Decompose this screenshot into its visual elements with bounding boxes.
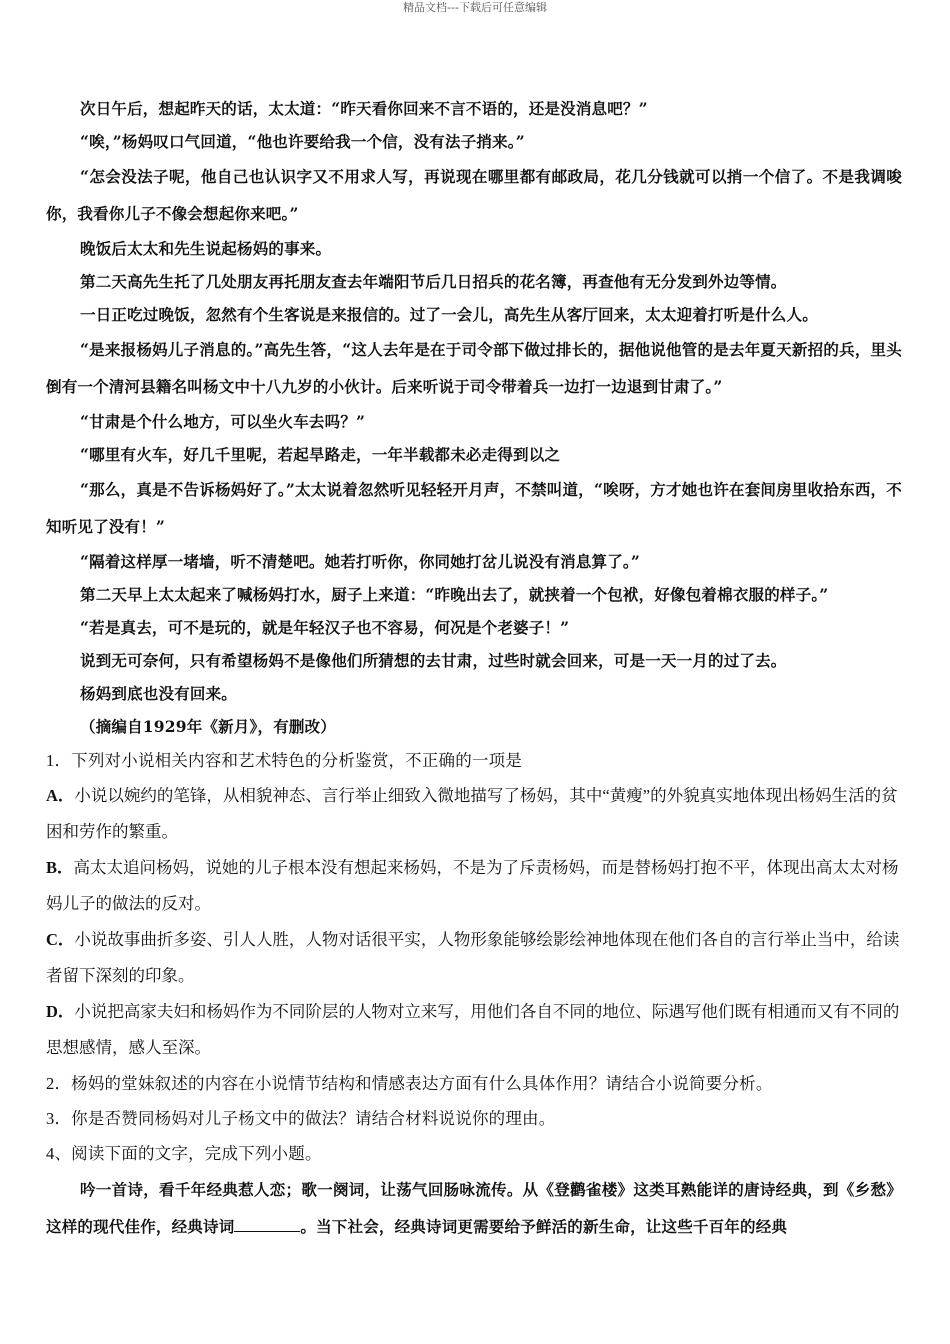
passage-paragraph: 晚饭后太太和先生说起杨妈的事来。	[80, 239, 332, 258]
page-header: 精品文档---下载后可任意编辑	[403, 1, 547, 14]
passage-paragraph: 说到无可奈何，只有希望杨妈不是像他们所猜想的去甘肃，过些时就会回来，可是一天一月的过了去。	[80, 651, 787, 670]
passage-paragraph: “怎会没法子呢，他自己也认识字又不用求人写，再说现在哪里都有邮政局，花几分钱就可以捎一个信了。不是我调唆你，我看你儿子不像会想起你来吧。”	[46, 167, 902, 223]
option-label: A．	[46, 786, 75, 805]
passage-paragraph: “甘肃是个什么地方，可以坐火车去吗？”	[80, 412, 366, 431]
option-label: D．	[46, 1002, 75, 1021]
question-4-passage	[46, 1171, 902, 1245]
fill-in-blank[interactable]	[234, 1217, 300, 1232]
question-2: 2．杨妈的堂妹叙述的内容在小说情节结构和情感表达方面有什么具体作用？请结合小说简要分析。	[46, 1074, 773, 1093]
option-text: 小说以婉约的笔锋，从相貌神态、言行举止细致入微地描写了杨妈，其中“黄瘦”的外貌真实地体现出杨妈生活的贫困和劳作的繁重。	[46, 786, 898, 841]
question-4-text-before: 吟一首诗，看千年经典惹人恋；歌一阕词，让荡气回肠咏流传。从《登鹳雀楼》这类耳熟能详的唐诗经典，到《乡愁》这样的现代佳作，经典诗词	[46, 1180, 902, 1236]
option-label: C．	[46, 930, 75, 949]
passage-paragraph: 第二天高先生托了几处朋友再托朋友查去年端阳节后几日招兵的花名簿，再查他有无分发到外边等情。	[80, 272, 787, 291]
question-4-stem: 4、阅读下面的文字，完成下列小题。	[46, 1144, 322, 1163]
passage-paragraph: “是来报杨妈儿子消息的。”高先生答，“这人去年是在于司令部下做过排长的，据他说他管的是去年夏天新招的兵，里头倒有一个清河县籍名叫杨文中十八九岁的小伙计。后来听说于司令带着兵一边打一边退到甘肃了。”	[46, 340, 902, 396]
passage-paragraph: 第二天早上太太起来了喊杨妈打水，厨子上来道：“昨晚出去了，就挟着一个包袱，好像包着棉衣服的样子。”	[80, 585, 829, 604]
question-1-stem: 1．下列对小说相关内容和艺术特色的分析鉴赏，不正确的一项是	[46, 751, 523, 770]
option-text: 小说把高家夫妇和杨妈作为不同阶层的人物对立来写，用他们各自不同的地位、际遇写他们既有相通而又有不同的思想感情，感人至深。	[46, 1002, 900, 1057]
passage-paragraph: “唉，”杨妈叹口气回道，“他也许要给我一个信，没有法子捎来。”	[80, 132, 525, 151]
question-4-text-after: 。当下社会，经典诗词更需要给予鲜活的新生命，让这些千百年的经典	[300, 1217, 788, 1236]
passage-paragraph: “若是真去，可不是玩的，就是年轻汉子也不容易，何况是个老婆子！”	[80, 618, 570, 637]
question-3: 3．你是否赞同杨妈对儿子杨文中的做法？请结合材料说说你的理由。	[46, 1109, 556, 1128]
question-1-option-b	[46, 850, 902, 922]
passage-paragraph: 杨妈到底也没有回来。	[80, 684, 238, 703]
passage-source: （摘编自1929年《新月》，有删改）	[80, 717, 336, 736]
question-1-option-c	[46, 922, 902, 994]
passage-paragraph: 一日正吃过晚饭，忽然有个生客说是来报信的。过了一会儿，高先生从客厅回来，太太迎着打听是什么人。	[80, 305, 818, 324]
document-body	[46, 92, 902, 1245]
passage-paragraph: “哪里有火车，好几千里呢，若起旱路走，一年半载都未必走得到以之	[80, 445, 561, 464]
option-text: 小说故事曲折多姿、引人人胜，人物对话很平实，人物形象能够绘影绘神地体现在他们各自的言行举止当中，给读者留下深刻的印象。	[46, 930, 900, 985]
option-text: 高太太追问杨妈，说她的儿子根本没有想起来杨妈，不是为了斥责杨妈，而是替杨妈打抱不平，体现出高太太对杨妈儿子的做法的反对。	[46, 858, 899, 913]
question-1-option-d	[46, 994, 902, 1066]
question-1-option-a	[46, 778, 902, 850]
passage-paragraph: 次日午后，想起昨天的话，太太道：“昨天看你回来不言不语的，还是没消息吧？”	[80, 99, 648, 118]
passage-paragraph: “那么，真是不告诉杨妈好了。”太太说着忽然听见轻轻开月声，不禁叫道，“唉呀，方才她也许在套间房里收拾东西，不知听见了没有！”	[46, 480, 902, 536]
option-label: B．	[46, 858, 74, 877]
passage-paragraph: “隔着这样厚一堵墙，听不清楚吧。她若打听你，你同她打岔儿说没有消息算了。”	[80, 552, 640, 571]
